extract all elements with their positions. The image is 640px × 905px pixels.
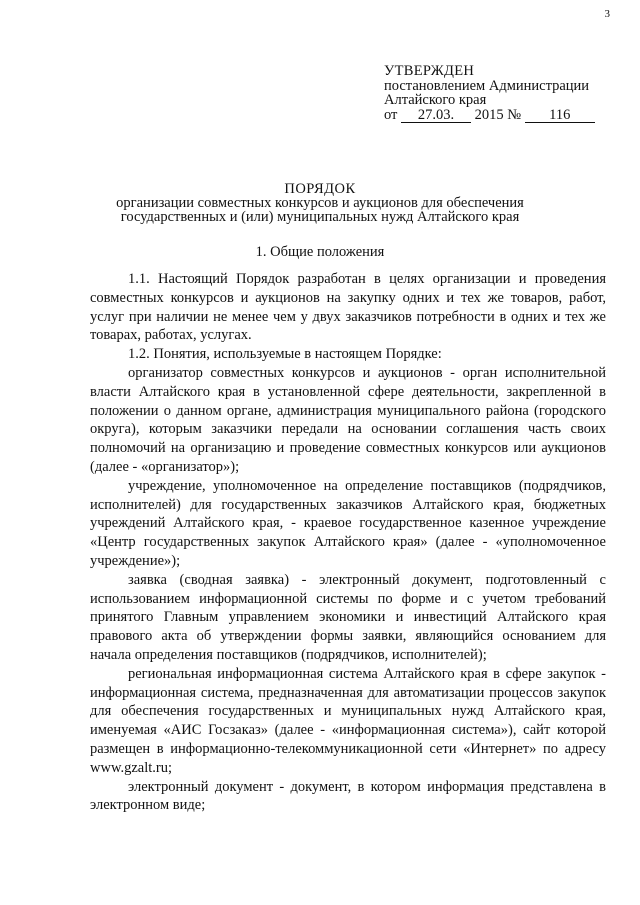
definition-authorized-institution: учреждение, уполномоченное на определение поставщиков (подрядчиков, исполнителей) для государственных заказчиков Алтайского края, бюджетных учреждений Алтайского края, - краевое государственное казенное учреждение «Центр государственных закупок Алтайского края» (далее - «уполномоченное учреждение»); xyxy=(90,477,606,569)
approval-number: 116 xyxy=(525,109,595,123)
page-number: 3 xyxy=(604,8,610,20)
document-subtitle-1: организации совместных конкурсов и аукционов для обеспечения xyxy=(116,195,524,211)
section-title: 1. Общие положения xyxy=(255,244,385,260)
approval-line-2: Алтайского края xyxy=(384,92,487,108)
from-label: от xyxy=(384,106,398,123)
approval-title: УТВЕРЖДЕН xyxy=(384,63,475,79)
definition-application: заявка (сводная заявка) - электронный документ, подготовленный с использованием информационной системы по форме и с учетом требований принятого Главным управлением экономики и инвестиций Алтайского края правового акта об утверждении формы заявки, являющийся основанием для начала определения поставщиков (подрядчиков, исполнителей); xyxy=(90,571,606,663)
document-heading xyxy=(0,182,640,224)
document-subtitle-2: государственных и (или) муниципальных нужд Алтайского края xyxy=(120,209,520,225)
document-title: ПОРЯДОК xyxy=(284,181,356,197)
definition-organizer: организатор совместных конкурсов и аукционов - орган исполнительной власти Алтайского края в установленной сфере деятельности, закрепленной в положении о данном органе, администрация муниципального района (городского округа), которым заказчики передали на основании соглашения часть своих полномочий на организацию и проведение совместных конкурсов или аукционов (далее - «организатор»); xyxy=(90,364,606,475)
paragraph-1-1: 1.1. Настоящий Порядок разработан в целях организации и проведения совместных конкурсов и аукционов на закупку одних и тех же товаров, работ, услуг при наличии не менее чем у двух заказчиков потребности в одних и тех же товарах, работах, услугах. xyxy=(90,271,606,344)
approval-date: 27.03. xyxy=(401,109,471,123)
definition-information-system: региональная информационная система Алтайского края в сфере закупок - информационная система, предназначенная для автоматизации процессов закупок для обеспечения государственных и муниципальных нужд Алтайского края, именуемая «АИС Госзаказ» (далее - «информационная система»), сайт которой размещен в информационно-телекоммуникационной сети «Интернет» по адресу www.gzalt.ru; xyxy=(90,665,606,776)
approval-block xyxy=(384,64,595,123)
approval-date-line xyxy=(384,108,595,123)
definition-electronic-document: электронный документ - документ, в котором информация представлена в электронном виде; xyxy=(90,778,606,814)
document-body xyxy=(90,270,606,815)
approval-line-1: постановлением Администрации xyxy=(384,77,590,94)
year-label: 2015 № xyxy=(474,106,522,123)
paragraph-1-2: 1.2. Понятия, используемые в настоящем Порядке: xyxy=(128,346,442,363)
